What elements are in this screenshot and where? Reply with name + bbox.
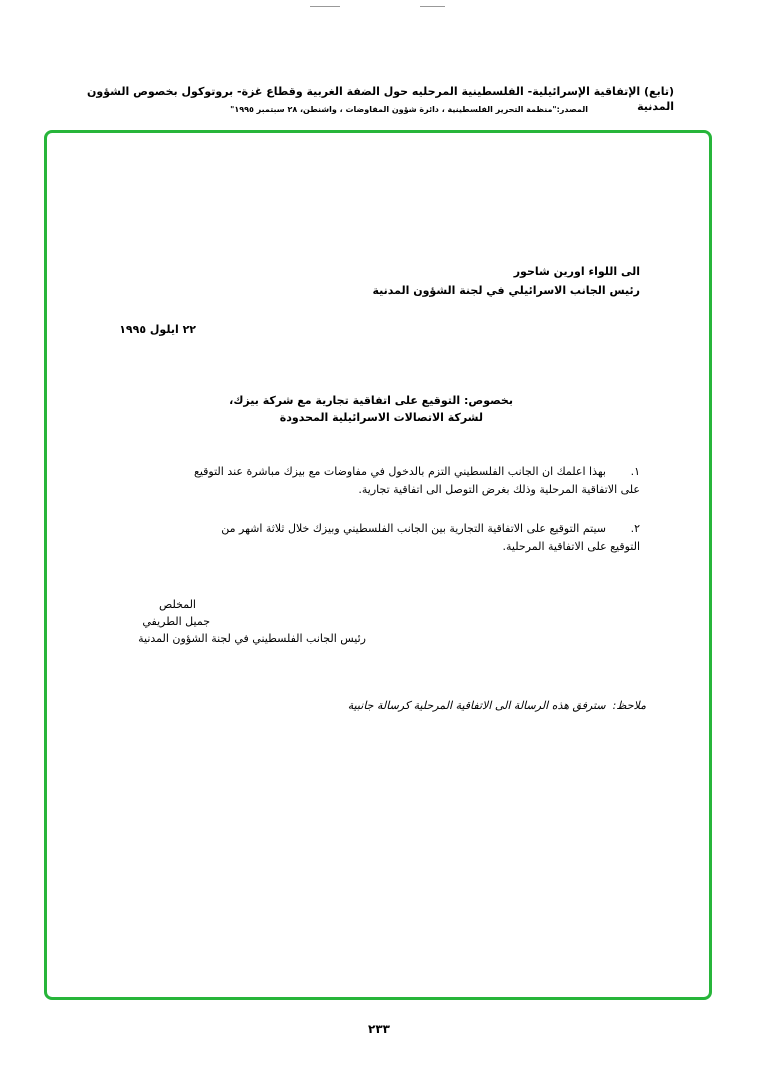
- subject-line-1: بخصوص: التوقيع على اتفاقية تجارية مع شركة بيزك،: [229, 394, 513, 407]
- recipient-title: رئيس الجانب الاسرائيلي في لجنة الشؤون المدنية: [372, 284, 640, 297]
- item-text: التوقيع على الاتفاقية المرحلية.: [502, 540, 640, 553]
- letter-date: ٢٢ ايلول ١٩٩٥: [119, 323, 196, 336]
- note: [90, 698, 646, 714]
- recipient-name: الى اللواء اورين شاحور: [513, 265, 640, 278]
- scan-mark: [420, 6, 445, 7]
- item-text: بهذا اعلمك ان الجانب الفلسطيني التزم بالدخول في مفاوضات مع بيزك مباشرة عند التوقيع: [193, 465, 606, 478]
- note-label: ملاحظ:: [612, 699, 646, 712]
- document-source: المصدر:"منظمة التحرير الفلسطينية ، دائرة شؤون المفاوضات ، واشنطن، ٢٨ سبتمبر ١٩٩٥": [230, 105, 588, 114]
- page-number: ٢٣٣: [368, 1022, 390, 1036]
- signer-name: جميل الطريفي: [142, 615, 210, 628]
- scan-mark: [310, 6, 340, 7]
- list-item: [90, 520, 640, 556]
- list-item: [90, 463, 640, 499]
- item-number: ١.: [630, 465, 640, 478]
- signer-title: رئيس الجانب الفلسطيني في لجنة الشؤون المدنية: [138, 632, 366, 645]
- closing: المخلص: [159, 598, 196, 611]
- item-text: على الاتفاقية المرحلية وذلك بغرض التوصل الى اتفاقية تجارية.: [358, 483, 640, 496]
- item-number: ٢.: [630, 522, 640, 535]
- item-text: سيتم التوقيع على الاتفاقية التجارية بين الجانب الفلسطيني وبيزك خلال ثلاثة اشهر من: [221, 522, 606, 535]
- subject-line-2: لشركة الاتصالات الاسرائيلية المحدودة: [279, 411, 483, 424]
- note-text: سترفق هذه الرسالة الى الاتفاقية المرحلية كرسالة جانبية: [347, 699, 606, 712]
- letter-frame: [44, 130, 712, 1000]
- document-header-title: (تابع) الإتفاقية الإسرائيلية- الفلسطينية المرحليه حول الضفة الغربية وقطاع غزة- بروتوكول بخصوص الشؤون المدنية: [87, 85, 674, 113]
